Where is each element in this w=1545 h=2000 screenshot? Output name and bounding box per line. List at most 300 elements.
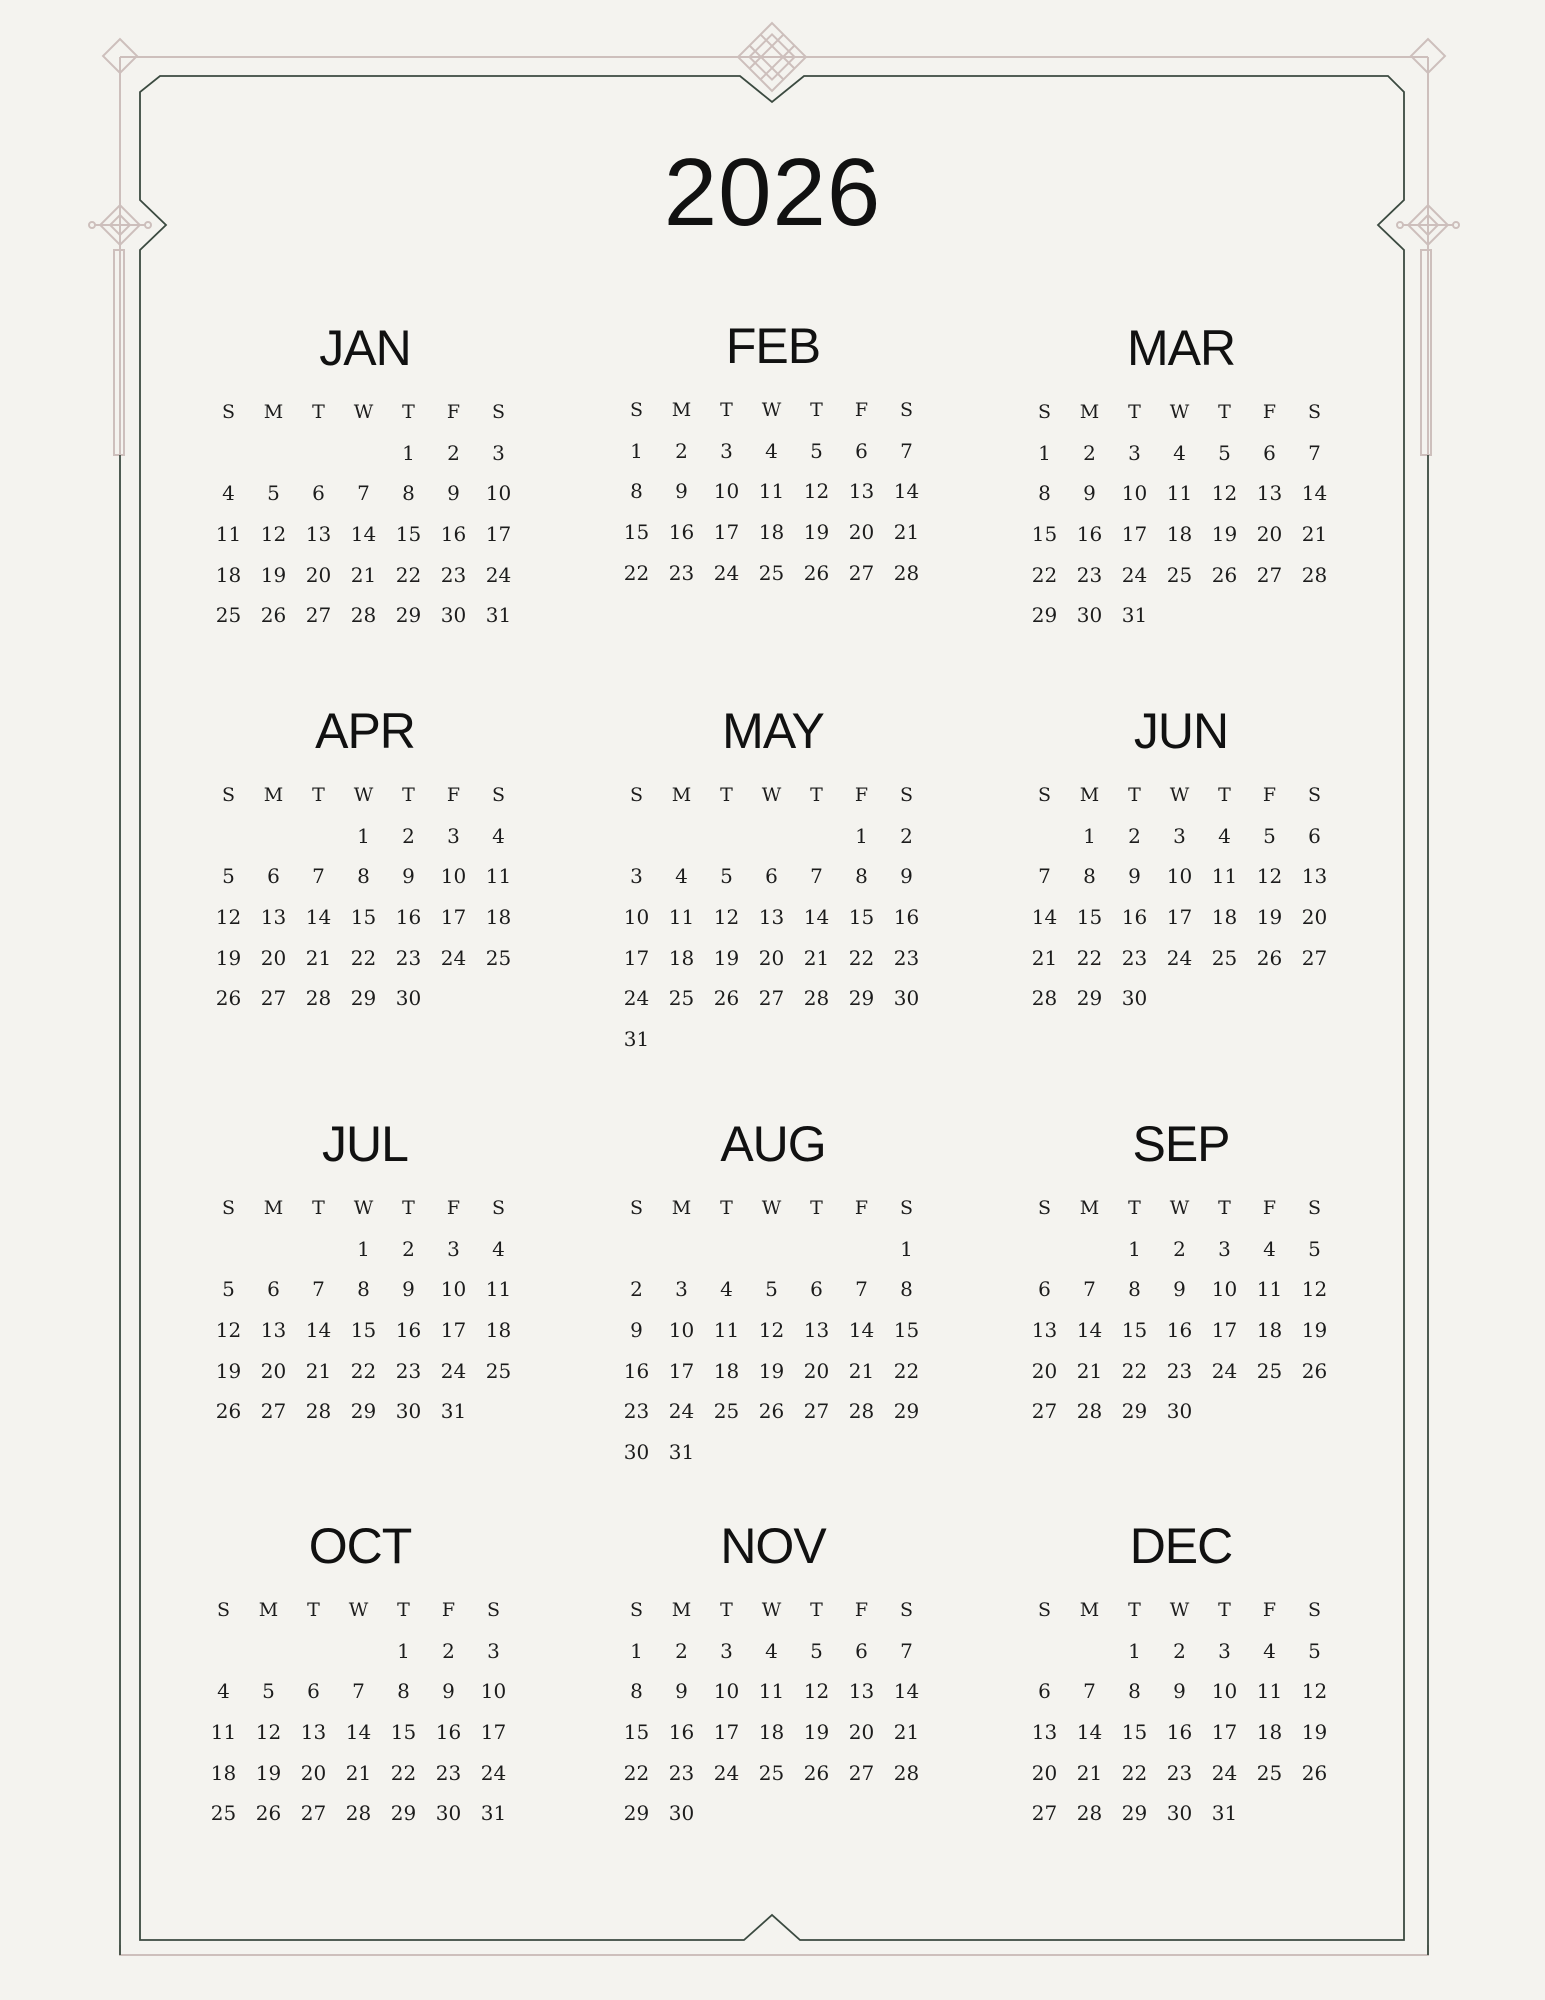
day-cell: 9	[402, 864, 415, 889]
day-cell: 7	[1083, 1679, 1096, 1704]
day-cell: 21	[1031, 945, 1058, 970]
weekday-header: S	[899, 1197, 914, 1219]
day-cell: 29	[1076, 986, 1103, 1011]
day-cell: 27	[848, 1760, 875, 1785]
day-cell: 1	[630, 438, 643, 463]
day-cell: 4	[720, 1277, 733, 1302]
day-cell: 19	[758, 1358, 785, 1383]
weekday-header: M	[1079, 1197, 1100, 1219]
month-name: MAY	[722, 703, 824, 759]
empty-cell	[659, 1229, 704, 1270]
day-cell: 25	[485, 945, 512, 970]
day-cell: 16	[1076, 522, 1103, 547]
day-cell: 18	[485, 905, 512, 930]
day-cell: 30	[1166, 1801, 1193, 1826]
day-cell: 24	[713, 1760, 740, 1785]
day-cell: 13	[1031, 1720, 1058, 1745]
day-cell: 21	[305, 1358, 332, 1383]
empty-cell	[704, 1229, 749, 1270]
empty-cell	[749, 1229, 794, 1270]
day-cell: 4	[765, 1638, 778, 1663]
day-cell: 13	[1256, 481, 1283, 506]
day-cell: 20	[848, 520, 875, 545]
day-cell: 9	[442, 1679, 455, 1704]
day-cell: 19	[713, 945, 740, 970]
day-cell: 12	[215, 905, 242, 930]
day-cell: 14	[803, 905, 830, 930]
day-cell: 8	[630, 1679, 643, 1704]
day-cell: 26	[1211, 562, 1238, 587]
day-cell: 6	[1038, 1679, 1051, 1704]
day-cell: 20	[300, 1760, 327, 1785]
day-cell: 7	[312, 1277, 325, 1302]
day-cell: 27	[1031, 1801, 1058, 1826]
day-cell: 13	[758, 905, 785, 930]
day-cell: 1	[357, 823, 370, 848]
day-cell: 12	[255, 1720, 282, 1745]
weekday-header: T	[312, 784, 325, 806]
day-cell: 4	[492, 823, 505, 848]
day-cell: 19	[215, 1358, 242, 1383]
empty-cell	[201, 1631, 246, 1672]
weekday-header: T	[312, 401, 325, 423]
day-cell: 18	[758, 520, 785, 545]
weekday-header: S	[1307, 784, 1322, 806]
day-cell: 18	[1211, 905, 1238, 930]
day-cell: 5	[1308, 1236, 1321, 1261]
day-cell: 10	[480, 1679, 507, 1704]
empty-cell	[614, 1229, 659, 1270]
day-cell: 4	[492, 1236, 505, 1261]
weekday-header: F	[854, 1599, 869, 1621]
day-cell: 11	[215, 522, 242, 547]
weekday-header: F	[1262, 401, 1277, 423]
day-cell: 6	[1308, 823, 1321, 848]
day-cell: 9	[1173, 1679, 1186, 1704]
day-cell: 20	[305, 562, 332, 587]
weekday-header: F	[1262, 1599, 1277, 1621]
day-cell: 3	[720, 1638, 733, 1663]
empty-cell	[251, 433, 296, 474]
day-cell: 19	[260, 562, 287, 587]
empty-cell	[839, 1229, 884, 1270]
day-cell: 16	[395, 1318, 422, 1343]
day-cell: 29	[1031, 603, 1058, 628]
day-cell: 16	[893, 905, 920, 930]
day-cell: 26	[215, 986, 242, 1011]
day-cell: 29	[350, 986, 377, 1011]
day-cell: 17	[440, 1318, 467, 1343]
day-cell: 31	[480, 1801, 507, 1826]
day-cell: 4	[1173, 440, 1186, 465]
empty-cell	[206, 433, 251, 474]
day-cell: 30	[623, 1440, 650, 1465]
weekday-header: M	[1079, 1599, 1100, 1621]
month-dec	[1022, 1518, 1340, 1834]
day-cell: 29	[350, 1399, 377, 1424]
day-cell: 18	[215, 562, 242, 587]
day-cell: 12	[1301, 1679, 1328, 1704]
month-jan	[206, 320, 524, 636]
day-cell: 30	[440, 603, 467, 628]
day-cell: 5	[1218, 440, 1231, 465]
day-cell: 9	[675, 1679, 688, 1704]
day-cell: 4	[765, 438, 778, 463]
month-name: MAR	[1126, 320, 1236, 376]
day-cell: 18	[668, 945, 695, 970]
empty-cell	[1067, 1631, 1112, 1672]
day-cell: 27	[260, 986, 287, 1011]
day-cell: 17	[1121, 522, 1148, 547]
day-cell: 3	[675, 1277, 688, 1302]
weekday-header: F	[854, 784, 869, 806]
day-cell: 17	[1166, 905, 1193, 930]
day-cell: 8	[1083, 864, 1096, 889]
weekday-header: F	[446, 401, 461, 423]
weekday-header: T	[307, 1599, 320, 1621]
day-cell: 18	[713, 1358, 740, 1383]
day-cell: 14	[848, 1318, 875, 1343]
day-cell: 28	[305, 986, 332, 1011]
weekday-header: M	[263, 784, 284, 806]
day-cell: 6	[1263, 440, 1276, 465]
weekday-header: M	[671, 399, 692, 421]
day-cell: 21	[345, 1760, 372, 1785]
day-cell: 13	[848, 1679, 875, 1704]
day-cell: 22	[623, 1760, 650, 1785]
day-cell: 24	[440, 1358, 467, 1383]
day-cell: 16	[395, 905, 422, 930]
month-name: DEC	[1129, 1518, 1233, 1574]
month-nov	[614, 1518, 932, 1834]
empty-cell	[296, 816, 341, 857]
day-cell: 23	[1166, 1760, 1193, 1785]
day-cell: 25	[758, 1760, 785, 1785]
weekday-header: T	[402, 401, 415, 423]
day-cell: 1	[1083, 823, 1096, 848]
day-cell: 17	[713, 520, 740, 545]
day-cell: 15	[350, 905, 377, 930]
day-cell: 22	[893, 1358, 920, 1383]
day-cell: 22	[350, 1358, 377, 1383]
empty-cell	[1022, 816, 1067, 857]
weekday-header: T	[810, 784, 823, 806]
day-cell: 20	[1031, 1760, 1058, 1785]
day-cell: 1	[1128, 1236, 1141, 1261]
empty-cell	[749, 816, 794, 857]
day-cell: 6	[810, 1277, 823, 1302]
day-cell: 19	[1256, 905, 1283, 930]
weekday-header: S	[629, 1599, 644, 1621]
day-cell: 8	[357, 864, 370, 889]
weekday-header: M	[671, 1197, 692, 1219]
day-cell: 2	[1173, 1638, 1186, 1663]
day-cell: 9	[1173, 1277, 1186, 1302]
day-cell: 17	[480, 1720, 507, 1745]
day-cell: 23	[893, 945, 920, 970]
day-cell: 8	[1128, 1679, 1141, 1704]
day-cell: 23	[668, 1760, 695, 1785]
day-cell: 23	[1121, 945, 1148, 970]
day-cell: 10	[1166, 864, 1193, 889]
day-cell: 10	[713, 1679, 740, 1704]
day-cell: 22	[1121, 1760, 1148, 1785]
day-cell: 14	[1076, 1318, 1103, 1343]
day-cell: 19	[215, 945, 242, 970]
day-cell: 6	[267, 1277, 280, 1302]
day-cell: 6	[855, 438, 868, 463]
day-cell: 16	[1121, 905, 1148, 930]
day-cell: 12	[215, 1318, 242, 1343]
month-jun	[1022, 703, 1340, 1019]
day-cell: 27	[1031, 1399, 1058, 1424]
day-cell: 31	[440, 1399, 467, 1424]
weekday-header: F	[854, 1197, 869, 1219]
day-cell: 8	[855, 864, 868, 889]
day-cell: 27	[848, 560, 875, 585]
day-cell: 8	[1128, 1277, 1141, 1302]
day-cell: 7	[1308, 440, 1321, 465]
day-cell: 13	[260, 1318, 287, 1343]
day-cell: 19	[1301, 1318, 1328, 1343]
day-cell: 24	[440, 945, 467, 970]
empty-cell	[296, 433, 341, 474]
day-cell: 24	[480, 1760, 507, 1785]
day-cell: 31	[1121, 603, 1148, 628]
day-cell: 22	[1031, 562, 1058, 587]
empty-cell	[341, 433, 386, 474]
day-cell: 9	[900, 864, 913, 889]
day-cell: 17	[668, 1358, 695, 1383]
day-cell: 23	[668, 560, 695, 585]
day-cell: 27	[260, 1399, 287, 1424]
day-cell: 20	[1256, 522, 1283, 547]
weekday-header: F	[441, 1599, 456, 1621]
month-grid	[206, 1188, 524, 1432]
weekday-header: M	[671, 1599, 692, 1621]
day-cell: 7	[312, 864, 325, 889]
day-cell: 30	[893, 986, 920, 1011]
weekday-header: W	[1169, 784, 1190, 806]
day-cell: 15	[390, 1720, 417, 1745]
day-cell: 27	[803, 1399, 830, 1424]
weekday-header: S	[629, 399, 644, 421]
month-sep	[1022, 1116, 1340, 1432]
day-cell: 15	[1076, 905, 1103, 930]
day-cell: 3	[630, 864, 643, 889]
day-cell: 13	[848, 479, 875, 504]
weekday-header: W	[1169, 401, 1190, 423]
day-cell: 24	[1121, 562, 1148, 587]
day-cell: 12	[1256, 864, 1283, 889]
month-name: JUL	[322, 1116, 408, 1172]
weekday-header: T	[312, 1197, 325, 1219]
day-cell: 29	[848, 986, 875, 1011]
weekday-header: S	[216, 1599, 231, 1621]
day-cell: 29	[395, 603, 422, 628]
day-cell: 10	[1121, 481, 1148, 506]
day-cell: 28	[1301, 562, 1328, 587]
day-cell: 2	[630, 1277, 643, 1302]
day-cell: 26	[803, 560, 830, 585]
empty-cell	[246, 1631, 291, 1672]
weekday-header: S	[1307, 401, 1322, 423]
day-cell: 8	[397, 1679, 410, 1704]
day-cell: 30	[435, 1801, 462, 1826]
day-cell: 29	[623, 1801, 650, 1826]
weekday-header: M	[263, 1197, 284, 1219]
day-cell: 21	[350, 562, 377, 587]
day-cell: 29	[1121, 1399, 1148, 1424]
day-cell: 24	[485, 562, 512, 587]
day-cell: 11	[1256, 1277, 1283, 1302]
day-cell: 26	[1256, 945, 1283, 970]
day-cell: 23	[623, 1399, 650, 1424]
empty-cell	[794, 1229, 839, 1270]
day-cell: 10	[668, 1318, 695, 1343]
day-cell: 30	[1166, 1399, 1193, 1424]
day-cell: 16	[668, 520, 695, 545]
day-cell: 23	[395, 1358, 422, 1383]
day-cell: 15	[623, 520, 650, 545]
empty-cell	[659, 816, 704, 857]
empty-cell	[206, 1229, 251, 1270]
day-cell: 2	[442, 1638, 455, 1663]
day-cell: 6	[267, 864, 280, 889]
day-cell: 6	[765, 864, 778, 889]
day-cell: 31	[668, 1440, 695, 1465]
day-cell: 11	[485, 1277, 512, 1302]
day-cell: 15	[1031, 522, 1058, 547]
day-cell: 26	[215, 1399, 242, 1424]
day-cell: 18	[1256, 1318, 1283, 1343]
day-cell: 26	[803, 1760, 830, 1785]
day-cell: 2	[1083, 440, 1096, 465]
day-cell: 13	[300, 1720, 327, 1745]
day-cell: 16	[440, 522, 467, 547]
day-cell: 4	[1218, 823, 1231, 848]
day-cell: 20	[1301, 905, 1328, 930]
month-grid	[614, 1188, 932, 1473]
day-cell: 25	[1256, 1358, 1283, 1383]
day-cell: 10	[1211, 1679, 1238, 1704]
weekday-header: T	[402, 1197, 415, 1219]
day-cell: 20	[1031, 1358, 1058, 1383]
weekday-header: W	[761, 1197, 782, 1219]
day-cell: 11	[210, 1720, 237, 1745]
empty-cell	[296, 1229, 341, 1270]
day-cell: 3	[447, 823, 460, 848]
day-cell: 28	[848, 1399, 875, 1424]
weekday-header: S	[221, 401, 236, 423]
day-cell: 8	[900, 1277, 913, 1302]
empty-cell	[1067, 1229, 1112, 1270]
day-cell: 13	[305, 522, 332, 547]
day-cell: 3	[1173, 823, 1186, 848]
day-cell: 7	[352, 1679, 365, 1704]
day-cell: 14	[893, 479, 920, 504]
day-cell: 24	[713, 560, 740, 585]
month-grid	[1022, 775, 1340, 1019]
day-cell: 29	[893, 1399, 920, 1424]
day-cell: 10	[440, 1277, 467, 1302]
day-cell: 20	[260, 1358, 287, 1383]
day-cell: 24	[1211, 1760, 1238, 1785]
month-name: JAN	[319, 320, 411, 376]
day-cell: 30	[395, 1399, 422, 1424]
month-mar	[1022, 320, 1340, 636]
weekday-header: M	[671, 784, 692, 806]
day-cell: 22	[395, 562, 422, 587]
day-cell: 5	[222, 1277, 235, 1302]
day-cell: 11	[758, 1679, 785, 1704]
weekday-header: S	[1037, 784, 1052, 806]
day-cell: 5	[262, 1679, 275, 1704]
day-cell: 7	[855, 1277, 868, 1302]
day-cell: 28	[893, 560, 920, 585]
weekday-header: T	[397, 1599, 410, 1621]
day-cell: 2	[675, 1638, 688, 1663]
day-cell: 23	[435, 1760, 462, 1785]
empty-cell	[1022, 1631, 1067, 1672]
day-cell: 28	[345, 1801, 372, 1826]
weekday-header: F	[446, 784, 461, 806]
day-cell: 16	[1166, 1318, 1193, 1343]
day-cell: 10	[485, 481, 512, 506]
day-cell: 25	[758, 560, 785, 585]
month-jul	[206, 1116, 524, 1432]
day-cell: 18	[1166, 522, 1193, 547]
weekday-header: W	[1169, 1599, 1190, 1621]
day-cell: 21	[1301, 522, 1328, 547]
day-cell: 6	[312, 481, 325, 506]
day-cell: 2	[447, 440, 460, 465]
day-cell: 17	[713, 1720, 740, 1745]
day-cell: 23	[1166, 1358, 1193, 1383]
day-cell: 18	[210, 1760, 237, 1785]
month-grid	[614, 1590, 932, 1834]
weekday-header: T	[1128, 1197, 1141, 1219]
day-cell: 17	[623, 945, 650, 970]
day-cell: 30	[1121, 986, 1148, 1011]
weekday-header: W	[761, 399, 782, 421]
day-cell: 14	[893, 1679, 920, 1704]
day-cell: 5	[720, 864, 733, 889]
weekday-header: S	[221, 1197, 236, 1219]
day-cell: 21	[893, 520, 920, 545]
day-cell: 23	[440, 562, 467, 587]
day-cell: 31	[1211, 1801, 1238, 1826]
day-cell: 25	[713, 1399, 740, 1424]
day-cell: 15	[1121, 1318, 1148, 1343]
weekday-header: S	[1037, 1599, 1052, 1621]
day-cell: 27	[300, 1801, 327, 1826]
month-grid	[201, 1590, 519, 1834]
weekday-header: W	[761, 784, 782, 806]
day-cell: 29	[390, 1801, 417, 1826]
day-cell: 3	[1218, 1638, 1231, 1663]
day-cell: 14	[305, 1318, 332, 1343]
day-cell: 13	[803, 1318, 830, 1343]
day-cell: 23	[1076, 562, 1103, 587]
day-cell: 26	[255, 1801, 282, 1826]
weekday-header: M	[1079, 401, 1100, 423]
day-cell: 19	[1211, 522, 1238, 547]
day-cell: 11	[713, 1318, 740, 1343]
empty-cell	[704, 816, 749, 857]
day-cell: 10	[440, 864, 467, 889]
month-name: AUG	[720, 1116, 826, 1172]
